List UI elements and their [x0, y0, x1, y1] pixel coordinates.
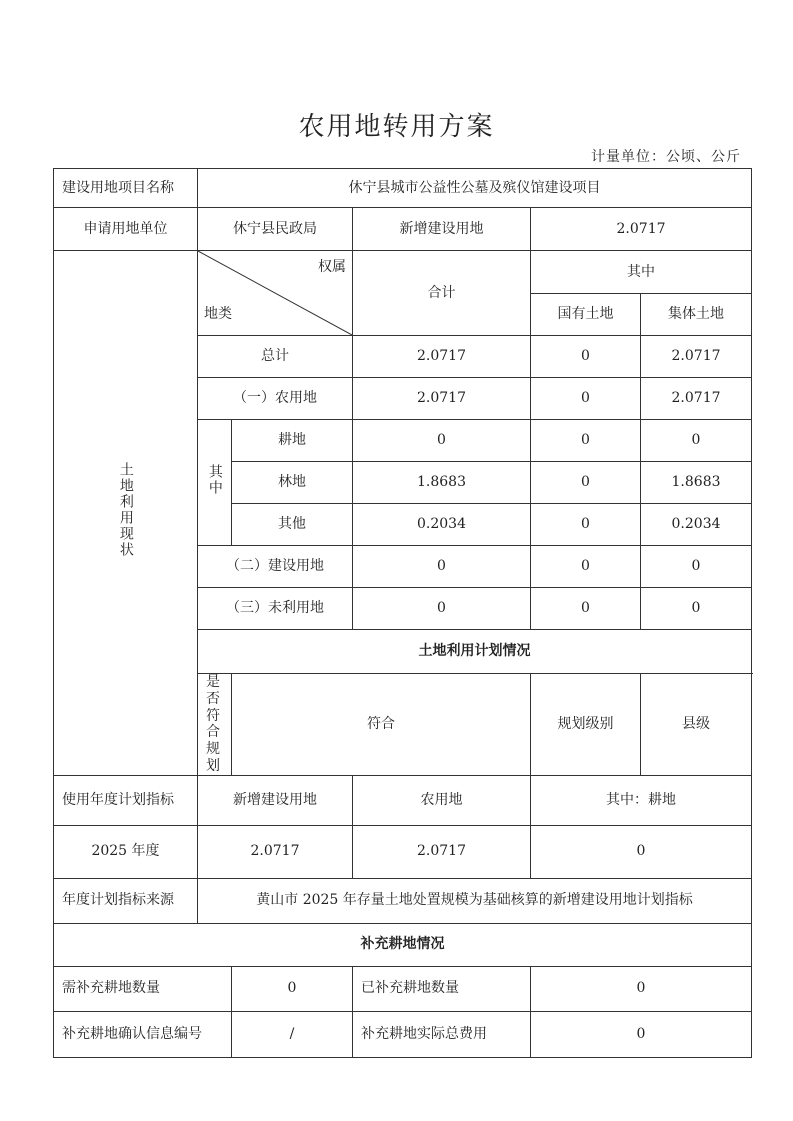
land-status-label: 土地利用现状	[117, 462, 134, 559]
conversion-table	[53, 168, 752, 1058]
cell-state: 0	[531, 588, 641, 630]
indicator-new: 新增建设用地	[198, 775, 353, 825]
confirm-label: 补充耕地确认信息编号	[54, 1011, 232, 1057]
level-value: 县级	[641, 674, 752, 776]
sub-of-which-label: 其中	[206, 464, 223, 497]
row-label: 林地	[232, 462, 353, 504]
unit-label: 计量单位：公顷、公斤	[591, 149, 741, 165]
conform-label: 是否符合规划	[198, 674, 232, 776]
project-name-value: 休宁县城市公益性公墓及殡仪馆建设项目	[198, 169, 752, 208]
row-label: 耕地	[232, 420, 353, 462]
need-label: 需补充耕地数量	[54, 966, 232, 1011]
state-land-header: 国有土地	[531, 294, 641, 336]
cell-collective: 0.2034	[641, 504, 752, 546]
row-label: （一）农用地	[198, 378, 353, 420]
row-label: （二）建设用地	[198, 546, 353, 588]
year-farm: 2.0717	[353, 825, 531, 878]
table-row	[54, 251, 752, 294]
row-label: （三）未利用地	[198, 588, 353, 630]
new-land-label: 新增建设用地	[353, 208, 531, 251]
ownership-header: 权属	[318, 259, 346, 275]
cost-value: 0	[531, 1011, 752, 1057]
table-row	[54, 825, 752, 878]
cell-collective: 1.8683	[641, 462, 752, 504]
done-label: 已补充耕地数量	[353, 966, 531, 1011]
cell-state: 0	[531, 504, 641, 546]
supplement-section-title: 补充耕地情况	[54, 923, 752, 966]
confirm-value: /	[232, 1011, 353, 1057]
applicant-label: 申请用地单位	[54, 208, 198, 251]
year-label: 2025 年度	[54, 825, 198, 878]
row-label: 其他	[232, 504, 353, 546]
total-header: 合计	[353, 251, 531, 336]
cell-collective: 0	[641, 546, 752, 588]
table-row	[54, 878, 752, 923]
cell-total: 2.0717	[353, 336, 531, 378]
cell-collective: 0	[641, 588, 752, 630]
conform-value: 符合	[232, 674, 531, 776]
cell-state: 0	[531, 378, 641, 420]
done-value: 0	[531, 966, 752, 1011]
plan-section-title: 土地利用计划情况	[198, 630, 752, 674]
cell-total: 2.0717	[353, 378, 531, 420]
cell-state: 0	[531, 546, 641, 588]
indicator-farm: 农用地	[353, 775, 531, 825]
table-row	[54, 775, 752, 825]
year-new: 2.0717	[198, 825, 353, 878]
collective-land-header: 集体土地	[641, 294, 752, 336]
table-row	[54, 1011, 752, 1057]
applicant-value: 休宁县民政局	[198, 208, 353, 251]
cell-total: 0	[353, 420, 531, 462]
land-type-header: 地类	[204, 306, 232, 323]
of-which-header: 其中	[531, 251, 752, 294]
table-row	[54, 169, 752, 208]
table-row	[54, 966, 752, 1011]
page-title: 农用地转用方案	[298, 112, 495, 142]
cell-state: 0	[531, 420, 641, 462]
cell-total: 0	[353, 546, 531, 588]
cell-total: 0	[353, 588, 531, 630]
level-label: 规划级别	[531, 674, 641, 776]
table-row	[54, 923, 752, 966]
cell-state: 0	[531, 462, 641, 504]
row-label: 总计	[198, 336, 353, 378]
cell-collective: 2.0717	[641, 378, 752, 420]
cell-state: 0	[531, 336, 641, 378]
cell-collective: 0	[641, 420, 752, 462]
land-status-section	[54, 251, 198, 776]
cost-label: 补充耕地实际总费用	[353, 1011, 531, 1057]
sub-of-which-cell	[198, 420, 232, 546]
table-row	[54, 208, 752, 251]
cell-total: 0.2034	[353, 504, 531, 546]
indicator-label: 使用年度计划指标	[54, 775, 198, 825]
project-name-label: 建设用地项目名称	[54, 169, 198, 208]
source-label: 年度计划指标来源	[54, 878, 198, 923]
year-arable: 0	[531, 825, 752, 878]
source-value: 黄山市 2025 年存量土地处置规模为基础核算的新增建设用地计划指标	[198, 878, 752, 923]
need-value: 0	[232, 966, 353, 1011]
new-land-value: 2.0717	[531, 208, 752, 251]
cell-total: 1.8683	[353, 462, 531, 504]
cell-collective: 2.0717	[641, 336, 752, 378]
diagonal-header-cell	[198, 251, 353, 336]
indicator-arable: 其中：耕地	[531, 775, 752, 825]
